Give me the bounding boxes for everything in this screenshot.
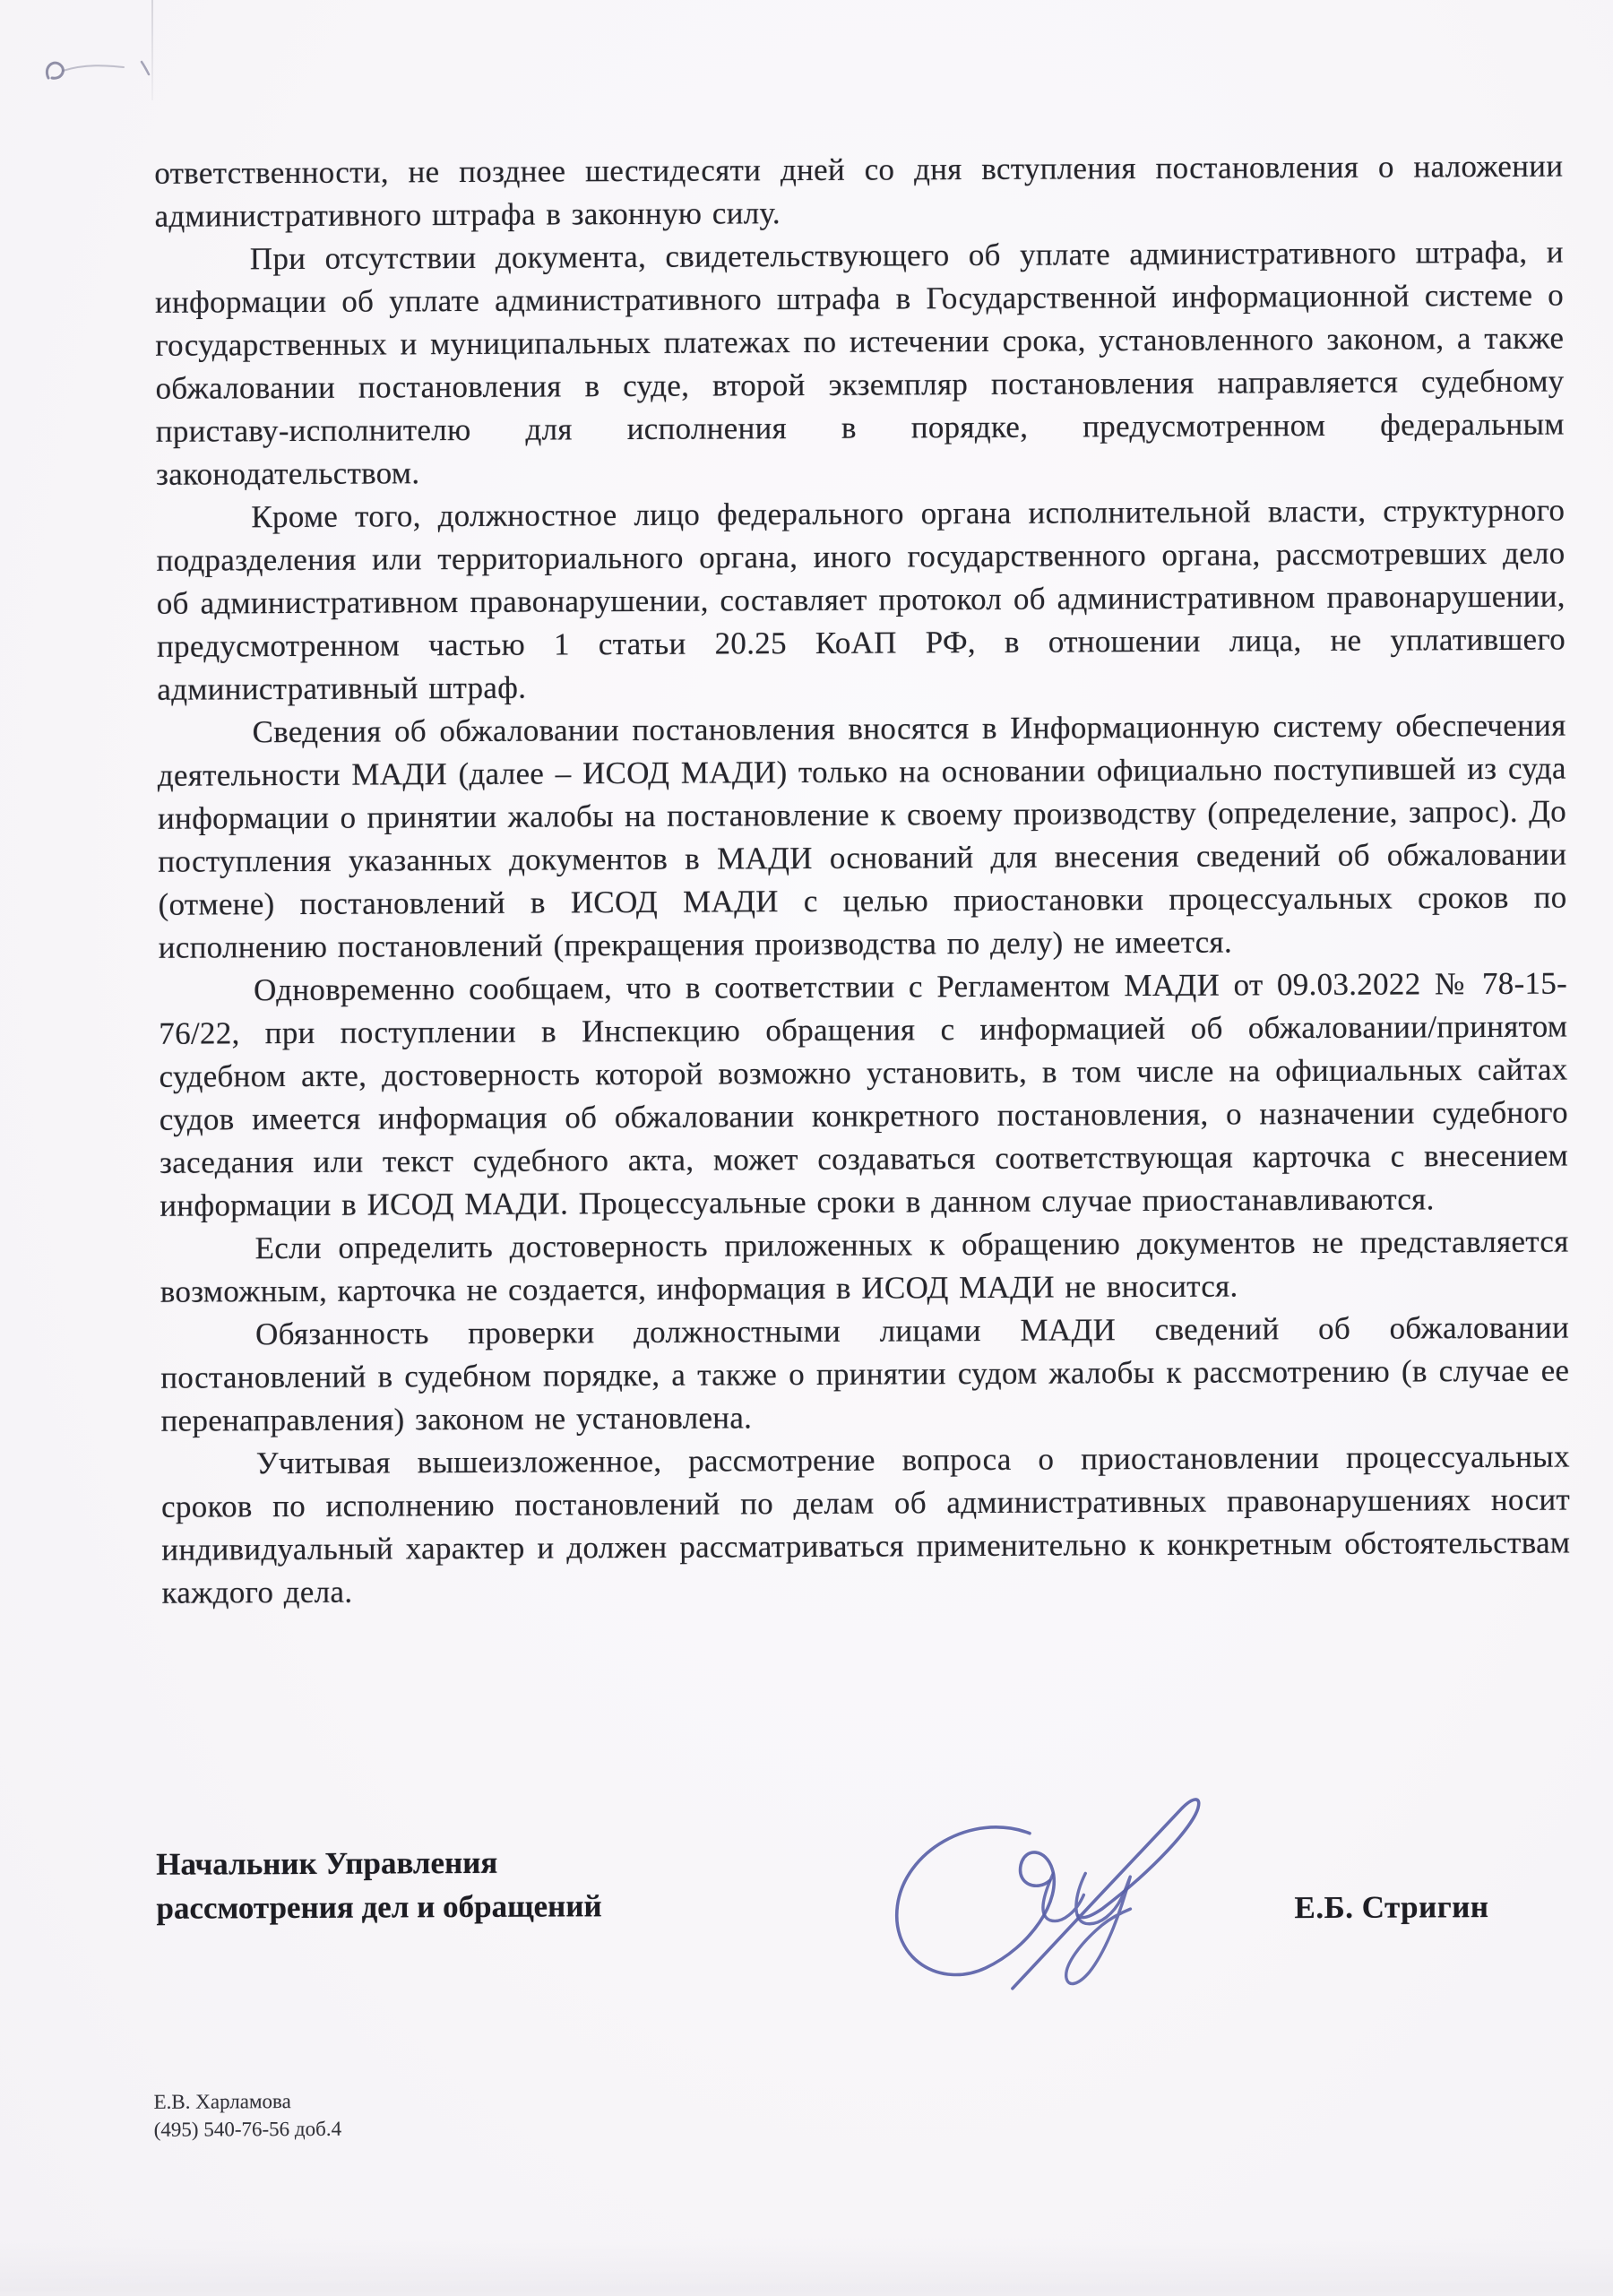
paragraph: Сведения об обжаловании постановления вносятся в Информационную систему обеспечения деятельности МАДИ (далее – ИСОД МАДИ) только на основании официально поступившей из суда информации о принятии жалобы на постановление к своему производству (определение, запрос). До поступления указанных документов в МАДИ оснований для внесения сведений об обжаловании (отмене) постановлений в ИСОД МАДИ с целью приостановки процессуальных сроков по исполнению постановлений (прекращения производства по делу) не имеется. xyxy=(157,707,1567,965)
signer-name: Е.Б. Стригин xyxy=(1294,1889,1489,1926)
paragraph: Одновременно сообщаем, что в соответствии с Регламентом МАДИ от 09.03.2022 № 78-15-76/22, при поступлении в Инспекцию обращения с информацией об обжаловании/принятом судебном акте, достоверность которой возможно установить, в том числе на официальных сайтах судов имеется информация об обжаловании конкретного постановления, о назначении судебного заседания или текст судебного акта, может создаваться соответствующая карточка с внесением информации в ИСОД МАДИ. Процессуальные сроки в данном случае приостанавливаются. xyxy=(159,965,1569,1223)
executor-phone: (495) 540-76-56 доб.4 xyxy=(153,2117,342,2141)
signer-job-title-line2: рассмотрения дел и обращений xyxy=(156,1888,602,1926)
paragraph: Учитывая вышеизложенное, рассмотрение вопроса о приостановлении процессуальных сроков по исполнению постановлений по делам об административных правонарушениях носит индивидуальный характер и должен рассматриваться применительно к конкретным обстоятельствам каждого дела. xyxy=(160,1438,1571,1610)
signer-job-title-line1: Начальник Управления xyxy=(156,1844,498,1882)
signature-autograph xyxy=(886,1783,1210,2005)
paragraph-continuation: ответственности, не позднее шестидесяти дней со дня вступления постановления о наложении административного штрафа в законную силу. xyxy=(154,148,1564,234)
paragraph: Если определить достоверность приложенных к обращению документов не представляется возможным, карточка не создается, информация в ИСОД МАДИ не вносится. xyxy=(160,1223,1569,1309)
executor-contact xyxy=(153,2087,341,2144)
paragraph: Обязанность проверки должностными лицами МАДИ сведений об обжаловании постановлений в судебном порядке, а также о принятии судом жалобы к рассмотрению (в случае ее перенаправления) законом не установлена. xyxy=(160,1309,1570,1438)
executor-name: Е.В. Харламова xyxy=(153,2090,291,2113)
bottom-scan-shadow xyxy=(0,2238,1613,2292)
paragraph: Кроме того, должностное лицо федерального органа исполнительной власти, структурного подразделения или территориального органа, иного государственного органа, рассмотревших дело об административном правонарушении, составляет протокол об административном правонарушении, предусмотренном частью 1 статьи 20.25 КоАП РФ, в отношении лица, не уплатившего административный штраф. xyxy=(156,492,1566,707)
paragraph: При отсутствии документа, свидетельствующего об уплате административного штрафа, и информации об уплате административного штрафа в Государственной информационной системе о государственных и муниципальных платежах по истечении срока, установленного законом, а также обжаловании постановления в суде, второй экземпляр постановления направляется судебному приставу-исполнителю для исполнения в порядке, предусмотренном федеральным законодательством. xyxy=(154,234,1565,492)
letter-body-text xyxy=(154,145,1571,1615)
signer-job-title xyxy=(156,1840,602,1930)
